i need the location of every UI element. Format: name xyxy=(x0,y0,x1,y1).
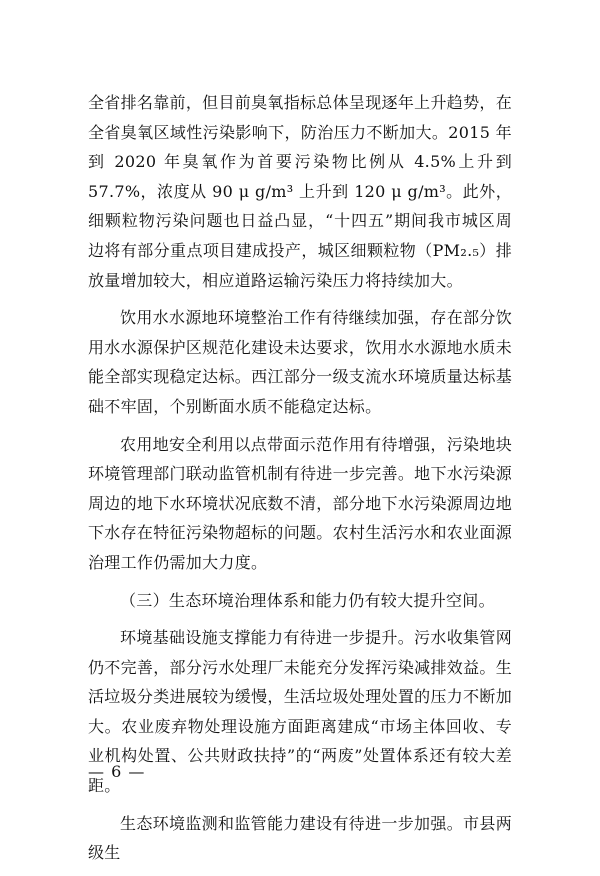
paragraph-infrastructure: 环境基础设施支撑能力有待进一步提升。污水收集管网仍不完善，部分污水处理厂未能充分发挥污染减排效益。生活垃圾分类进展较为缓慢，生活垃圾处理处置的压力不断加大。农业废弃物处理设施方面距离建成“市场主体回收、专业机构处置、公共财政扶持”的“两废”处置体系还有较大差距。 xyxy=(88,628,512,796)
paragraph-ozone: 全省排名靠前，但目前臭氧指标总体呈现逐年上升趋势，在全省臭氧区域性污染影响下，防治压力不断加大。2015 年到 2020 年臭氧作为首要污染物比例从 4.5%上升到 57.7%，浓度从 90 μ g/m³ 上升到 120 μ g/m³。此外，细颗粒物污染问题也日益凸显，“十四五”期间我市城区周边将有部分重点项目建成投产，城区细颗粒物（PM₂.₅）排放量增加较大，相应道路运输污染压力将持续加大。 xyxy=(88,93,512,290)
paragraph-drinking-water: 饮用水水源地环境整治工作有待继续加强，存在部分饮用水水源保护区规范化建设未达要求，饮用水水源地水质未能全部实现稳定达标。西江部分一级支流水环境质量达标基础不牢固，个别断面水质不能稳定达标。 xyxy=(88,308,512,416)
page-number: — 6 — xyxy=(88,762,146,781)
paragraph-farmland-soil: 农用地安全利用以点带面示范作用有待增强，污染地块环境管理部门联动监管机制有待进一步完善。地下水污染源周边的地下水环境状况底数不清，部分地下水污染源周边地下水存在特征污染物超标的问题。农村生活污水和农业面源治理工作仍需加大力度。 xyxy=(88,434,512,572)
paragraph-monitoring: 生态环境监测和监管能力建设有待进一步加强。市县两级生 xyxy=(88,813,512,863)
body-text xyxy=(88,88,512,876)
section-heading: （三）生态环境治理体系和能力仍有较大提升空间。 xyxy=(120,590,495,610)
